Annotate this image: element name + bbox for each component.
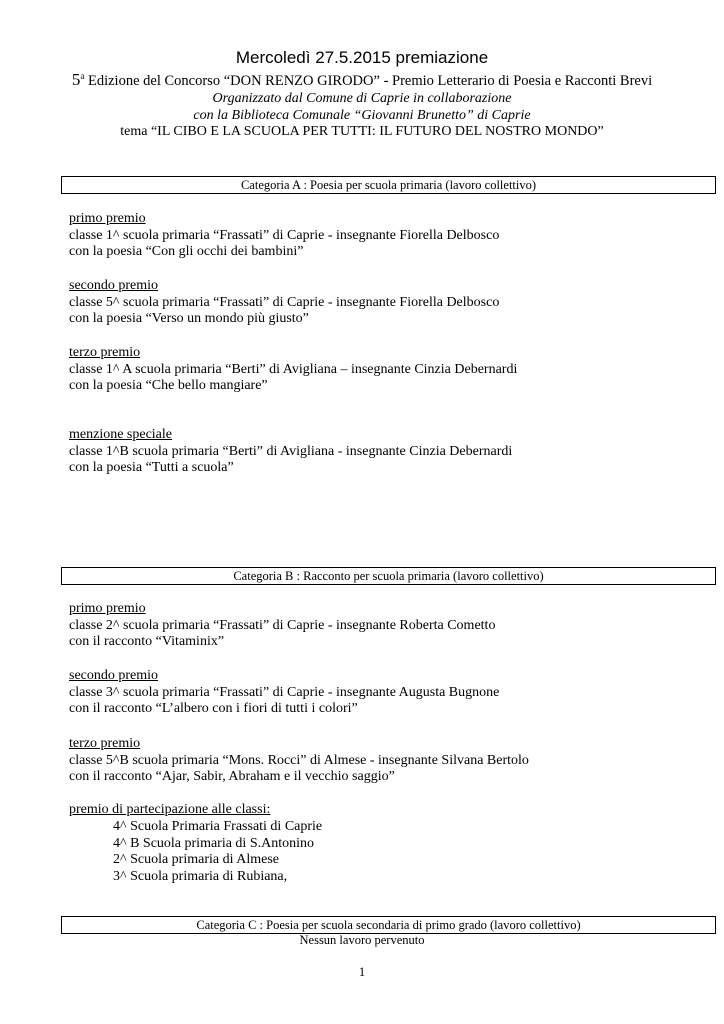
prize-work: con la poesia “Tutti a scuola” — [69, 460, 234, 475]
list-item: 4^ B Scuola primaria di S.Antonino — [113, 835, 314, 851]
contest-theme: tema “IL CIBO E LA SCUOLA PER TUTTI: IL FUTURO DEL NOSTRO MONDO” — [120, 124, 604, 139]
list-item: 4^ Scuola Primaria Frassati di Caprie — [113, 819, 323, 834]
category-c-heading: Categoria C : Poesia per scuola secondaria di primo grado (lavoro collettivo) — [61, 916, 716, 934]
edition-number: 5 — [71, 70, 81, 89]
prize-title: menzione speciale — [69, 427, 173, 442]
prize-work: con il racconto “L’albero con i fiori di tutti i colori” — [69, 701, 358, 716]
prize-class: classe 1^ A scuola primaria “Berti” di Avigliana – insegnante Cinzia Debernardi — [69, 361, 518, 377]
organizer-line-2: con la Biblioteca Comunale “Giovanni Brunetto” di Caprie — [193, 108, 531, 123]
organizer-line-1: Organizzato dal Comune di Caprie in collaborazione — [212, 91, 512, 106]
prize-title: secondo premio — [69, 668, 159, 683]
prize-title: secondo premio — [69, 278, 159, 293]
category-b-heading: Categoria B : Racconto per scuola primaria (lavoro collettivo) — [61, 567, 716, 585]
no-entries-note: Nessun lavoro pervenuto — [299, 933, 425, 947]
list-item: 2^ Scuola primaria di Almese — [113, 852, 279, 867]
cat-b-second-prize — [69, 668, 499, 718]
participation-heading — [69, 802, 270, 819]
edition-text: Edizione del Concorso “DON RENZO GIRODO” - Premio Letterario di Poesia e Racconti Brevi — [84, 73, 653, 89]
prize-class: classe 1^ scuola primaria “Frassati” di Caprie - insegnante Fiorella Delbosco — [69, 227, 500, 243]
edition-superscript: a — [80, 71, 85, 81]
prize-title: primo premio — [69, 601, 146, 616]
prize-class: classe 2^ scuola primaria “Frassati” di Caprie - insegnante Roberta Cometto — [69, 617, 496, 633]
prize-class: classe 3^ scuola primaria “Frassati” di Caprie - insegnante Augusta Bugnone — [69, 684, 500, 700]
prize-work: con la poesia “Verso un mondo più giusto” — [69, 311, 309, 326]
participation-list — [113, 819, 322, 885]
ceremony-date: Mercoledì 27.5.2015 premiazione — [235, 48, 489, 67]
prize-work: con il racconto “Vitaminix” — [69, 634, 225, 649]
cat-b-third-prize — [69, 736, 529, 786]
contest-edition — [0, 70, 724, 90]
prize-class: classe 5^B scuola primaria “Mons. Rocci” di Almese - insegnante Silvana Bertolo — [69, 752, 529, 768]
cat-b-first-prize — [69, 601, 495, 651]
prize-class: classe 5^ scuola primaria “Frassati” di Caprie - insegnante Fiorella Delbosco — [69, 294, 500, 310]
prize-work: con la poesia “Che bello mangiare” — [69, 378, 268, 393]
page-number: 1 — [358, 965, 366, 979]
cat-a-second-prize — [69, 278, 499, 328]
category-a-heading: Categoria A : Poesia per scuola primaria (lavoro collettivo) — [61, 176, 716, 194]
cat-a-third-prize — [69, 345, 517, 395]
prize-title: primo premio — [69, 211, 146, 226]
prize-title: terzo premio — [69, 736, 141, 751]
prize-class: classe 1^B scuola primaria “Berti” di Avigliana - insegnante Cinzia Debernardi — [69, 443, 513, 459]
cat-a-special-mention — [69, 427, 512, 477]
prize-work: con il racconto “Ajar, Sabir, Abraham e il vecchio saggio” — [69, 769, 395, 784]
prize-work: con la poesia “Con gli occhi dei bambini” — [69, 244, 304, 259]
cat-a-first-prize — [69, 211, 499, 261]
list-item: 3^ Scuola primaria di Rubiana, — [113, 868, 288, 884]
participation-title: premio di partecipazione alle classi: — [69, 802, 271, 817]
prize-title: terzo premio — [69, 345, 141, 360]
